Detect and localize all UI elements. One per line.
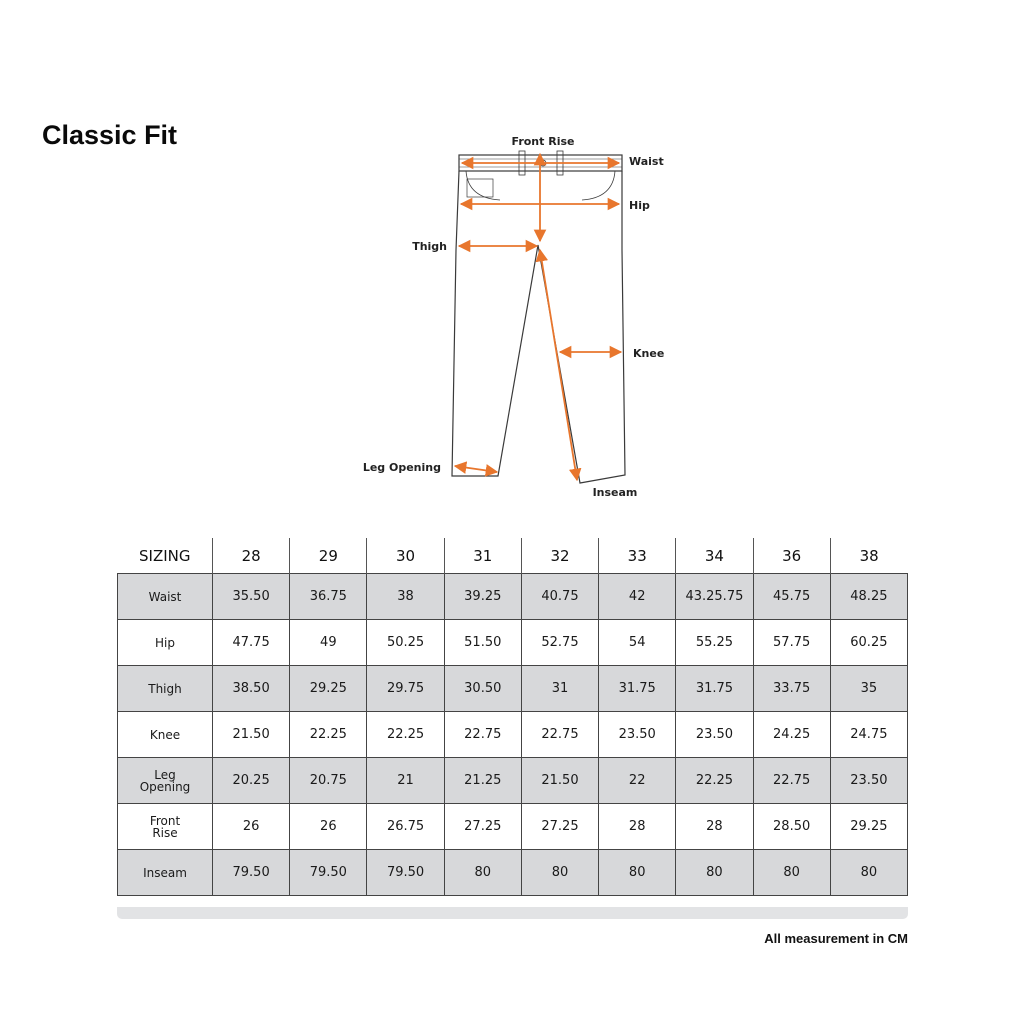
hip-label: Hip bbox=[629, 199, 650, 212]
table-row bbox=[118, 574, 908, 620]
measurement-cell: 30.50 bbox=[444, 666, 521, 712]
table-row bbox=[118, 850, 908, 896]
measurement-cell: 22.75 bbox=[521, 712, 598, 758]
measurement-cell: 23.50 bbox=[599, 712, 676, 758]
size-header: 28 bbox=[213, 538, 290, 574]
measurement-cell: 80 bbox=[830, 850, 907, 896]
measurement-cell: 36.75 bbox=[290, 574, 367, 620]
size-header: 36 bbox=[753, 538, 830, 574]
measurement-cell: 23.50 bbox=[830, 758, 907, 804]
measurement-cell: 23.50 bbox=[676, 712, 753, 758]
table-row bbox=[118, 666, 908, 712]
measurement-cell: 28.50 bbox=[753, 804, 830, 850]
measurement-cell: 45.75 bbox=[753, 574, 830, 620]
row-label-line: Waist bbox=[148, 589, 182, 604]
measurement-cell: 24.75 bbox=[830, 712, 907, 758]
measurement-cell: 55.25 bbox=[676, 620, 753, 666]
measurement-cell: 40.75 bbox=[521, 574, 598, 620]
row-label bbox=[118, 804, 213, 850]
measurement-cell: 26 bbox=[290, 804, 367, 850]
measurement-cell: 52.75 bbox=[521, 620, 598, 666]
waist-label: Waist bbox=[629, 155, 664, 168]
measurement-cell: 51.50 bbox=[444, 620, 521, 666]
leg-opening-label: Leg Opening bbox=[362, 461, 441, 474]
measurement-cell: 35.50 bbox=[213, 574, 290, 620]
size-header: 34 bbox=[676, 538, 753, 574]
measurement-cell: 80 bbox=[676, 850, 753, 896]
row-label-line: Inseam bbox=[143, 865, 187, 880]
measurement-cell: 79.50 bbox=[290, 850, 367, 896]
row-label bbox=[118, 850, 213, 896]
measurement-cell: 49 bbox=[290, 620, 367, 666]
measurement-cell: 27.25 bbox=[521, 804, 598, 850]
measurement-cell: 21.50 bbox=[521, 758, 598, 804]
measurement-cell: 38 bbox=[367, 574, 444, 620]
measurement-cell: 21.25 bbox=[444, 758, 521, 804]
table-row bbox=[118, 620, 908, 666]
measurement-cell: 22 bbox=[599, 758, 676, 804]
inseam-label: Inseam bbox=[592, 486, 638, 499]
measurement-cell: 31.75 bbox=[676, 666, 753, 712]
measurement-cell: 21.50 bbox=[213, 712, 290, 758]
measurement-cell: 33.75 bbox=[753, 666, 830, 712]
row-label-line: Hip bbox=[155, 635, 175, 650]
size-header: 30 bbox=[367, 538, 444, 574]
measurement-cell: 22.25 bbox=[367, 712, 444, 758]
measurement-cell: 48.25 bbox=[830, 574, 907, 620]
table-row bbox=[118, 758, 908, 804]
measurement-cell: 47.75 bbox=[213, 620, 290, 666]
size-header: 32 bbox=[521, 538, 598, 574]
measurement-cell: 27.25 bbox=[444, 804, 521, 850]
measurement-cell: 43.25.75 bbox=[676, 574, 753, 620]
measurement-cell: 24.25 bbox=[753, 712, 830, 758]
measurement-cell: 29.25 bbox=[290, 666, 367, 712]
page-title: Classic Fit bbox=[42, 120, 178, 150]
measurement-cell: 54 bbox=[599, 620, 676, 666]
measurement-cell: 42 bbox=[599, 574, 676, 620]
measurement-arrows bbox=[455, 154, 621, 480]
measurement-cell: 22.25 bbox=[290, 712, 367, 758]
measurement-cell: 31.75 bbox=[599, 666, 676, 712]
measurement-cell: 21 bbox=[367, 758, 444, 804]
row-label-line: Opening bbox=[139, 779, 191, 794]
measurement-cell: 22.75 bbox=[444, 712, 521, 758]
inseam-arrow bbox=[540, 250, 577, 480]
size-chart-table bbox=[117, 538, 908, 896]
measurement-cell: 26 bbox=[213, 804, 290, 850]
measurement-cell: 20.25 bbox=[213, 758, 290, 804]
measurement-cell: 79.50 bbox=[367, 850, 444, 896]
measurement-cell: 80 bbox=[753, 850, 830, 896]
measurement-cell: 38.50 bbox=[213, 666, 290, 712]
row-label-line: Rise bbox=[152, 825, 178, 840]
measurement-cell: 79.50 bbox=[213, 850, 290, 896]
measurement-cell: 39.25 bbox=[444, 574, 521, 620]
size-header: 33 bbox=[599, 538, 676, 574]
measurement-cell: 28 bbox=[676, 804, 753, 850]
knee-label: Knee bbox=[633, 347, 665, 360]
size-header: 29 bbox=[290, 538, 367, 574]
table-header-row bbox=[118, 538, 908, 574]
measurement-cell: 50.25 bbox=[367, 620, 444, 666]
row-label-line: Front bbox=[149, 813, 181, 828]
measurement-cell: 31 bbox=[521, 666, 598, 712]
row-label bbox=[118, 574, 213, 620]
measurement-cell: 60.25 bbox=[830, 620, 907, 666]
row-label-line: Knee bbox=[149, 727, 181, 742]
measurement-cell: 26.75 bbox=[367, 804, 444, 850]
measurement-unit-note: All measurement in CM bbox=[764, 931, 908, 946]
table-footer-bar bbox=[117, 907, 908, 919]
measurement-cell: 22.25 bbox=[676, 758, 753, 804]
size-header: 31 bbox=[444, 538, 521, 574]
row-label bbox=[118, 758, 213, 804]
row-label-line: Leg bbox=[154, 767, 176, 782]
measurement-cell: 57.75 bbox=[753, 620, 830, 666]
row-label bbox=[118, 666, 213, 712]
size-header: 38 bbox=[830, 538, 907, 574]
row-label bbox=[118, 620, 213, 666]
measurement-cell: 20.75 bbox=[290, 758, 367, 804]
measurement-cell: 80 bbox=[599, 850, 676, 896]
measurement-cell: 28 bbox=[599, 804, 676, 850]
thigh-label: Thigh bbox=[412, 240, 447, 253]
row-label bbox=[118, 712, 213, 758]
row-label-line: Thigh bbox=[148, 681, 182, 696]
pants-outline bbox=[452, 151, 625, 483]
front-rise-label: Front Rise bbox=[511, 135, 575, 148]
measurement-cell: 22.75 bbox=[753, 758, 830, 804]
leg-opening-arrow bbox=[455, 466, 497, 472]
measurement-cell: 29.25 bbox=[830, 804, 907, 850]
sizing-header: SIZING bbox=[139, 546, 191, 565]
table-row bbox=[118, 712, 908, 758]
measurement-cell: 29.75 bbox=[367, 666, 444, 712]
table-row bbox=[118, 804, 908, 850]
measurement-cell: 80 bbox=[521, 850, 598, 896]
measurement-cell: 35 bbox=[830, 666, 907, 712]
measurement-cell: 80 bbox=[444, 850, 521, 896]
